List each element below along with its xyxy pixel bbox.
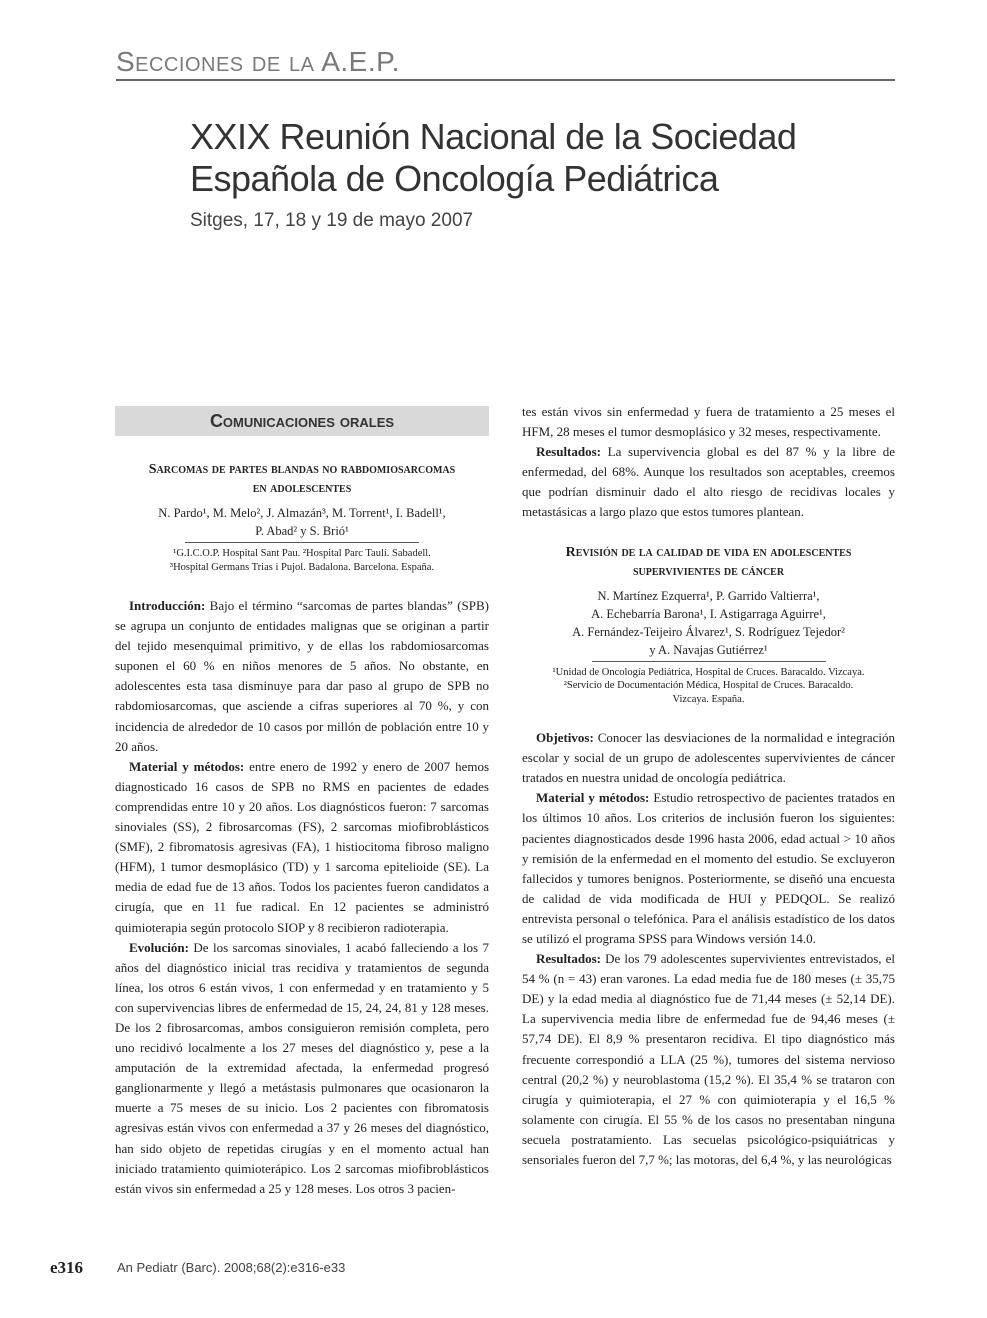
results-text-1: La supervivencia global es del 87 % y la libre de enfermedad, del 68%. Aunque los resultados son aceptables, creemos que podrían disminuir dado el alto riesgo de recidivas locales y metastásicas a largo plazo que estos tumores plantean. [522, 444, 896, 520]
affiliation-2-line-3: Vizcaya. España. [672, 693, 745, 705]
article-title-2-line-2: supervivientes de cáncer [632, 563, 785, 579]
continued-paragraph: tes están vivos sin enfermedad y fuera de tratamiento a 25 meses el HFM, 28 meses el tumor desmoplásico y 32 meses, respectivamente. [522, 404, 895, 440]
results-text-2: De los 79 adolescentes supervivientes entrevistados, el 54 % (n = 43) eran varones. La edad media fue de 180 meses (± 35,75 DE) y la edad media al diagnóstico fue de 71,44 meses (± 52,14 DE). La supervivencia media libre de enfermedad fue de 94,46 meses (± 57,74 DE). El 8,9 % presentaron recidiva. El tipo diagnóstico más frecuente correspondió a LLA (25 %), tumores del sistema nervioso central (20,2 %) y neuroblastoma (15,2 %). El 35,4 % se trataron con cirugía y quimioterapia, el 27 % con quimioterapia y el 16,5 % solamente con cirugía. El 55 % de los casos no presentaban ninguna secuela postratamiento. Las secuelas psicológico-psiquiátricas y sensoriales fueron del 7,7 %; las motoras, del 6,4 %, y las neurológicas [522, 951, 895, 1168]
section-header-label: Secciones de la [116, 46, 315, 77]
objectives-label: Objetivos: [536, 730, 594, 746]
article-title [115, 460, 489, 498]
page-title [190, 116, 890, 200]
affiliation-rule-2 [592, 661, 826, 662]
affiliation-line-1: ¹G.I.C.O.P. Hospital Sant Pau. ²Hospital Parc Taulí. Sabadell. [173, 548, 431, 559]
results-label-2: Resultados: [536, 951, 602, 967]
header-rule [116, 79, 895, 81]
affiliation-2-line-2: ²Servicio de Documentación Médica, Hospital de Cruces. Baracaldo. [563, 680, 854, 692]
spacer [522, 523, 895, 543]
article-title-2-line-1: Revisión de la calidad de vida en adolescentes [565, 544, 852, 560]
affiliation-line-2: ³Hospital Germans Trias i Pujol. Badalona. Barcelona. España. [169, 561, 435, 573]
section-header-aep: A.E.P. [321, 46, 400, 77]
article-title-line-1: Sarcomas de partes blandas no rabdomiosarcomas [148, 462, 456, 477]
journal-citation: An Pediatr (Barc). 2008;68(2):e316-e33 [117, 1260, 346, 1275]
methods-label-2: Material y métodos: [536, 790, 650, 806]
authors-2-line-3: A. Fernández-Teijeiro Álvarez¹, S. Rodríguez Tejedor² [572, 624, 845, 639]
authors-line-2: P. Abad² y S. Brió¹ [255, 524, 349, 538]
authors-2-line-2: A. Echebarría Barona¹, I. Astigarraga Aguirre¹, [591, 606, 826, 621]
authors-2-line-1: N. Martínez Ezquerra¹, P. Garrido Valtierra¹, [597, 588, 820, 603]
objectives-text: Conocer las desviaciones de la normalidad e integración escolar y social de un grupo de adolescentes supervivientes de cáncer tratados en nuestra unidad de oncología pediátrica. [522, 730, 895, 786]
page-subtitle: Sitges, 17, 18 y 19 de mayo 2007 [190, 210, 474, 231]
introduction-paragraph [115, 596, 489, 757]
page-title-line-2: Española de Oncología Pediátrica [190, 158, 719, 199]
authors-2 [522, 587, 895, 659]
authors-2-line-4: y A. Navajas Gutiérrez¹ [649, 642, 768, 657]
results-paragraph-1 [522, 442, 895, 522]
affiliation-rule [185, 542, 419, 543]
objectives-paragraph [522, 728, 895, 788]
section-box-heading: Comunicaciones orales [115, 406, 489, 436]
evolution-text: De los sarcomas sinoviales, 1 acabó falleciendo a los 7 años del diagnóstico inicial tras recidiva y tratamientos de segunda línea, los otros 6 están vivos, 1 con enfermedad y en tratamiento y 5 con supervivencias libres de enfermedad de 15, 24, 24, 81 y 128 meses. De los 2 fibrosarcomas, ambos consiguieron remisión completa, pero uno recidivó localmente a los 27 meses del diagnóstico y, pese a la amputación de la extremidad afectada, la enfermedad progresó ganglionarmente y llegó a metástasis pulmonares que ocasionaron la muerte a 75 meses de su inicio. Los 2 pacientes con fibromatosis agresivas están vivos con enfermedad a 37 y 26 meses del diagnóstico, han sido objeto de repetidas cirugías y en el momento actual han iniciado tratamiento quimioterápico. Los 2 sarcomas miofibroblásticos están vivos sin enfermedad a 25 y 128 meses. Los otros 3 pacien- [115, 939, 490, 1196]
page-number: e316 [50, 1258, 84, 1277]
evolution-paragraph [115, 938, 489, 1199]
methods-text-2: Estudio retrospectivo de pacientes tratados en los últimos 10 años. Los criterios de inclusión fueron los siguientes: pacientes diagnosticados desde 1996 hasta 2006, edad actual > 10 años y remisión de la enfermedad en el momento del estudio. Se excluyeron fallecidos y tumores benignos. Posteriormente, se diseñó una encuesta de calidad de vida modificada de HUI y PEDQOL. Se realizó entrevista personal o telefónica. Para el análisis estadístico de los datos se utilizó el programa SPSS para Windows versión 14.0. [522, 790, 895, 946]
results-paragraph-2 [522, 949, 895, 1170]
right-column [522, 402, 895, 1170]
methods-paragraph-2 [522, 788, 895, 949]
left-column [115, 406, 489, 1199]
page-title-line-1: XXIX Reunión Nacional de la Sociedad [190, 116, 797, 157]
article-title-line-2: en adolescentes [252, 481, 352, 496]
affiliations-2 [522, 666, 895, 707]
introduction-text: Bajo el término “sarcomas de partes blandas” (SPB) se agrupa un conjunto de entidades malignas que se originan a partir del tejido mesenquimal primitivo, y de ellas los rabdomiosarcomas suponen el 60 % en niños menores de 5 años. No obstante, en adolescentes esta tasa disminuye para dar paso al grupo de SPB no rabdomiosarcomas, que asciende a cifras superiores al 70 %, y con incidencia de alrededor de 10 casos por millón de población entre 10 y 20 años. [115, 598, 490, 754]
results-label-1: Resultados: [536, 444, 602, 460]
article-title-2 [522, 543, 895, 581]
affiliation-2-line-1: ¹Unidad de Oncología Pediátrica, Hospital de Cruces. Baracaldo. Vizcaya. [552, 666, 865, 678]
evolution-label: Evolución: [129, 939, 189, 955]
section-header [116, 44, 896, 80]
affiliations [115, 547, 489, 574]
methods-text: entre enero de 1992 y enero de 2007 hemos diagnosticado 16 casos de SPB no RMS en pacientes de edades comprendidas entre 10 y 20 años. Los diagnósticos fueron: 7 sarcomas sinoviales (SS), 2 fibrosarcomas (FS), 2 sarcomas miofibroblásticos (SMF), 2 fibromatosis agresivas (FA), 1 histiocitoma fibroso maligno (HFM), 1 tumor desmoplásico (TD) y 1 sarcoma epitelioide (SE). La media de edad fue de 13 años. Todos los pacientes fueron candidatos a cirugía, que en 11 fue radical. En 12 pacientes se administró quimioterapia según protocolo SIOP y 8 recibieron radioterapia. [115, 758, 490, 935]
authors [115, 504, 489, 540]
introduction-label: Introducción: [129, 598, 206, 613]
authors-line-1: N. Pardo¹, M. Melo², J. Almazán³, M. Torrent¹, I. Badell¹, [158, 506, 446, 520]
methods-label: Material y métodos: [129, 758, 245, 774]
methods-paragraph [115, 757, 489, 938]
